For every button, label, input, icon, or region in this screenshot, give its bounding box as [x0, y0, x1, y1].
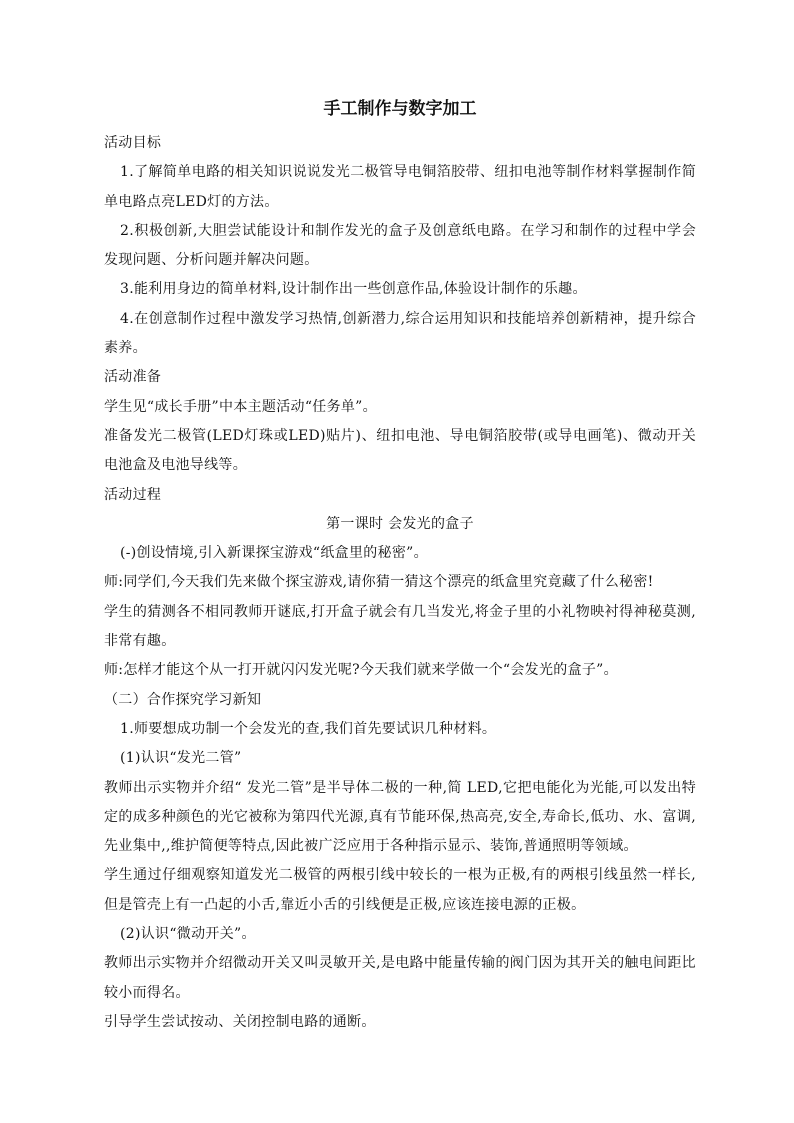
preparation-item-1: 学生见“成长手册”中本主题活动“任务单”。	[104, 398, 377, 415]
subsection-heading-cooperative: （二）合作探究学习新知	[104, 691, 262, 708]
process-step-intro: (-)创设情境,引入新课探宝游戏“纸盒里的秘密”。	[120, 545, 428, 562]
lesson-subtitle: 第一课时 会发光的盒子	[326, 515, 474, 532]
preparation-item-2: 准备发光二极管(LED灯珠或LED)贴片)、纽扣电池、导电铜箔胶带(或导电画笔)、微动开关电池盒及电池导线等。	[104, 427, 696, 474]
switch-heading: (2)认识“微动开关”。	[120, 926, 256, 943]
section-heading-process: 活动过程	[104, 486, 162, 503]
led-heading: (1)认识“发光二管”	[120, 750, 242, 767]
teacher-dialogue-2: 师:怎样才能这个从一打开就闪闪发光呢?今天我们就来学做一个“会发光的盒子”。	[104, 662, 618, 679]
goal-item-2: 2.积极创新,大胆尝试能设计和制作发光的盒子及创意纸电路。在学习和制作的过程中学会发现问题、分析问题并解决问题。	[104, 222, 696, 269]
led-polarity-paragraph: 学生通过仔细观察知道发光二极管的两根引线中较长的一根为正极,有的两根引线虽然一样长,但是管壳上有一凸起的小舌,靠近小舌的引线便是正极,应该连接电源的正极。	[104, 867, 696, 913]
document-body	[104, 129, 696, 1037]
goal-item-1: 1.了解简单电路的相关知识说说发光二极管导电铜箔胶带、纽扣电池等制作材料掌握制作简单电路点亮LED灯的方法。	[104, 164, 696, 210]
switch-guidance: 引导学生尝试按动、关闭控制电路的通断。	[104, 1013, 376, 1030]
switch-description: 教师出示实物并介绍微动开关又叫灵敏开关,是电路中能量传输的阀门因为其开关的触电间距比较小而得名。	[104, 955, 696, 1001]
section-heading-preparation: 活动准备	[104, 369, 162, 386]
document-title: 手工制作与数字加工	[323, 99, 477, 119]
goal-item-3: 3.能利用身边的简单材料,设计制作出一些创意作品,体验设计制作的乐趣。	[120, 281, 587, 298]
section-heading-goals: 活动目标	[104, 135, 162, 151]
teacher-dialogue-1: 师:同学们,今天我们先来做个探宝游戏,请你猜一猜这个漂亮的纸盒里究竟藏了什么秘密!	[104, 574, 654, 591]
goal-item-4: 4.在创意制作过程中激发学习热情,创新潜力,综合运用知识和技能培养创新精神，提升综合素养。	[104, 310, 696, 357]
student-guess-paragraph: 学生的猜测各不相同教师开谜底,打开盒子就会有几当发光,将金子里的小礼物映衬得神秘莫测,非常有趣。	[104, 603, 696, 650]
material-intro: 1.师要想成功制一个会发光的查,我们首先要试识几种材料。	[120, 720, 497, 737]
led-description: 教师出示实物并介绍“ 发光二管”是半导体二极的一种,简 LED,它把电能化为光能,可以发出特定的成多种颜色的光它被称为第四代光源,真有节能环保,热高亮,安全,寿命长,低功、水、富调,先业集中,,维护简便等特点,因此被广泛应用于各种指示显示、装饰,普通照明等领域。	[104, 779, 696, 855]
